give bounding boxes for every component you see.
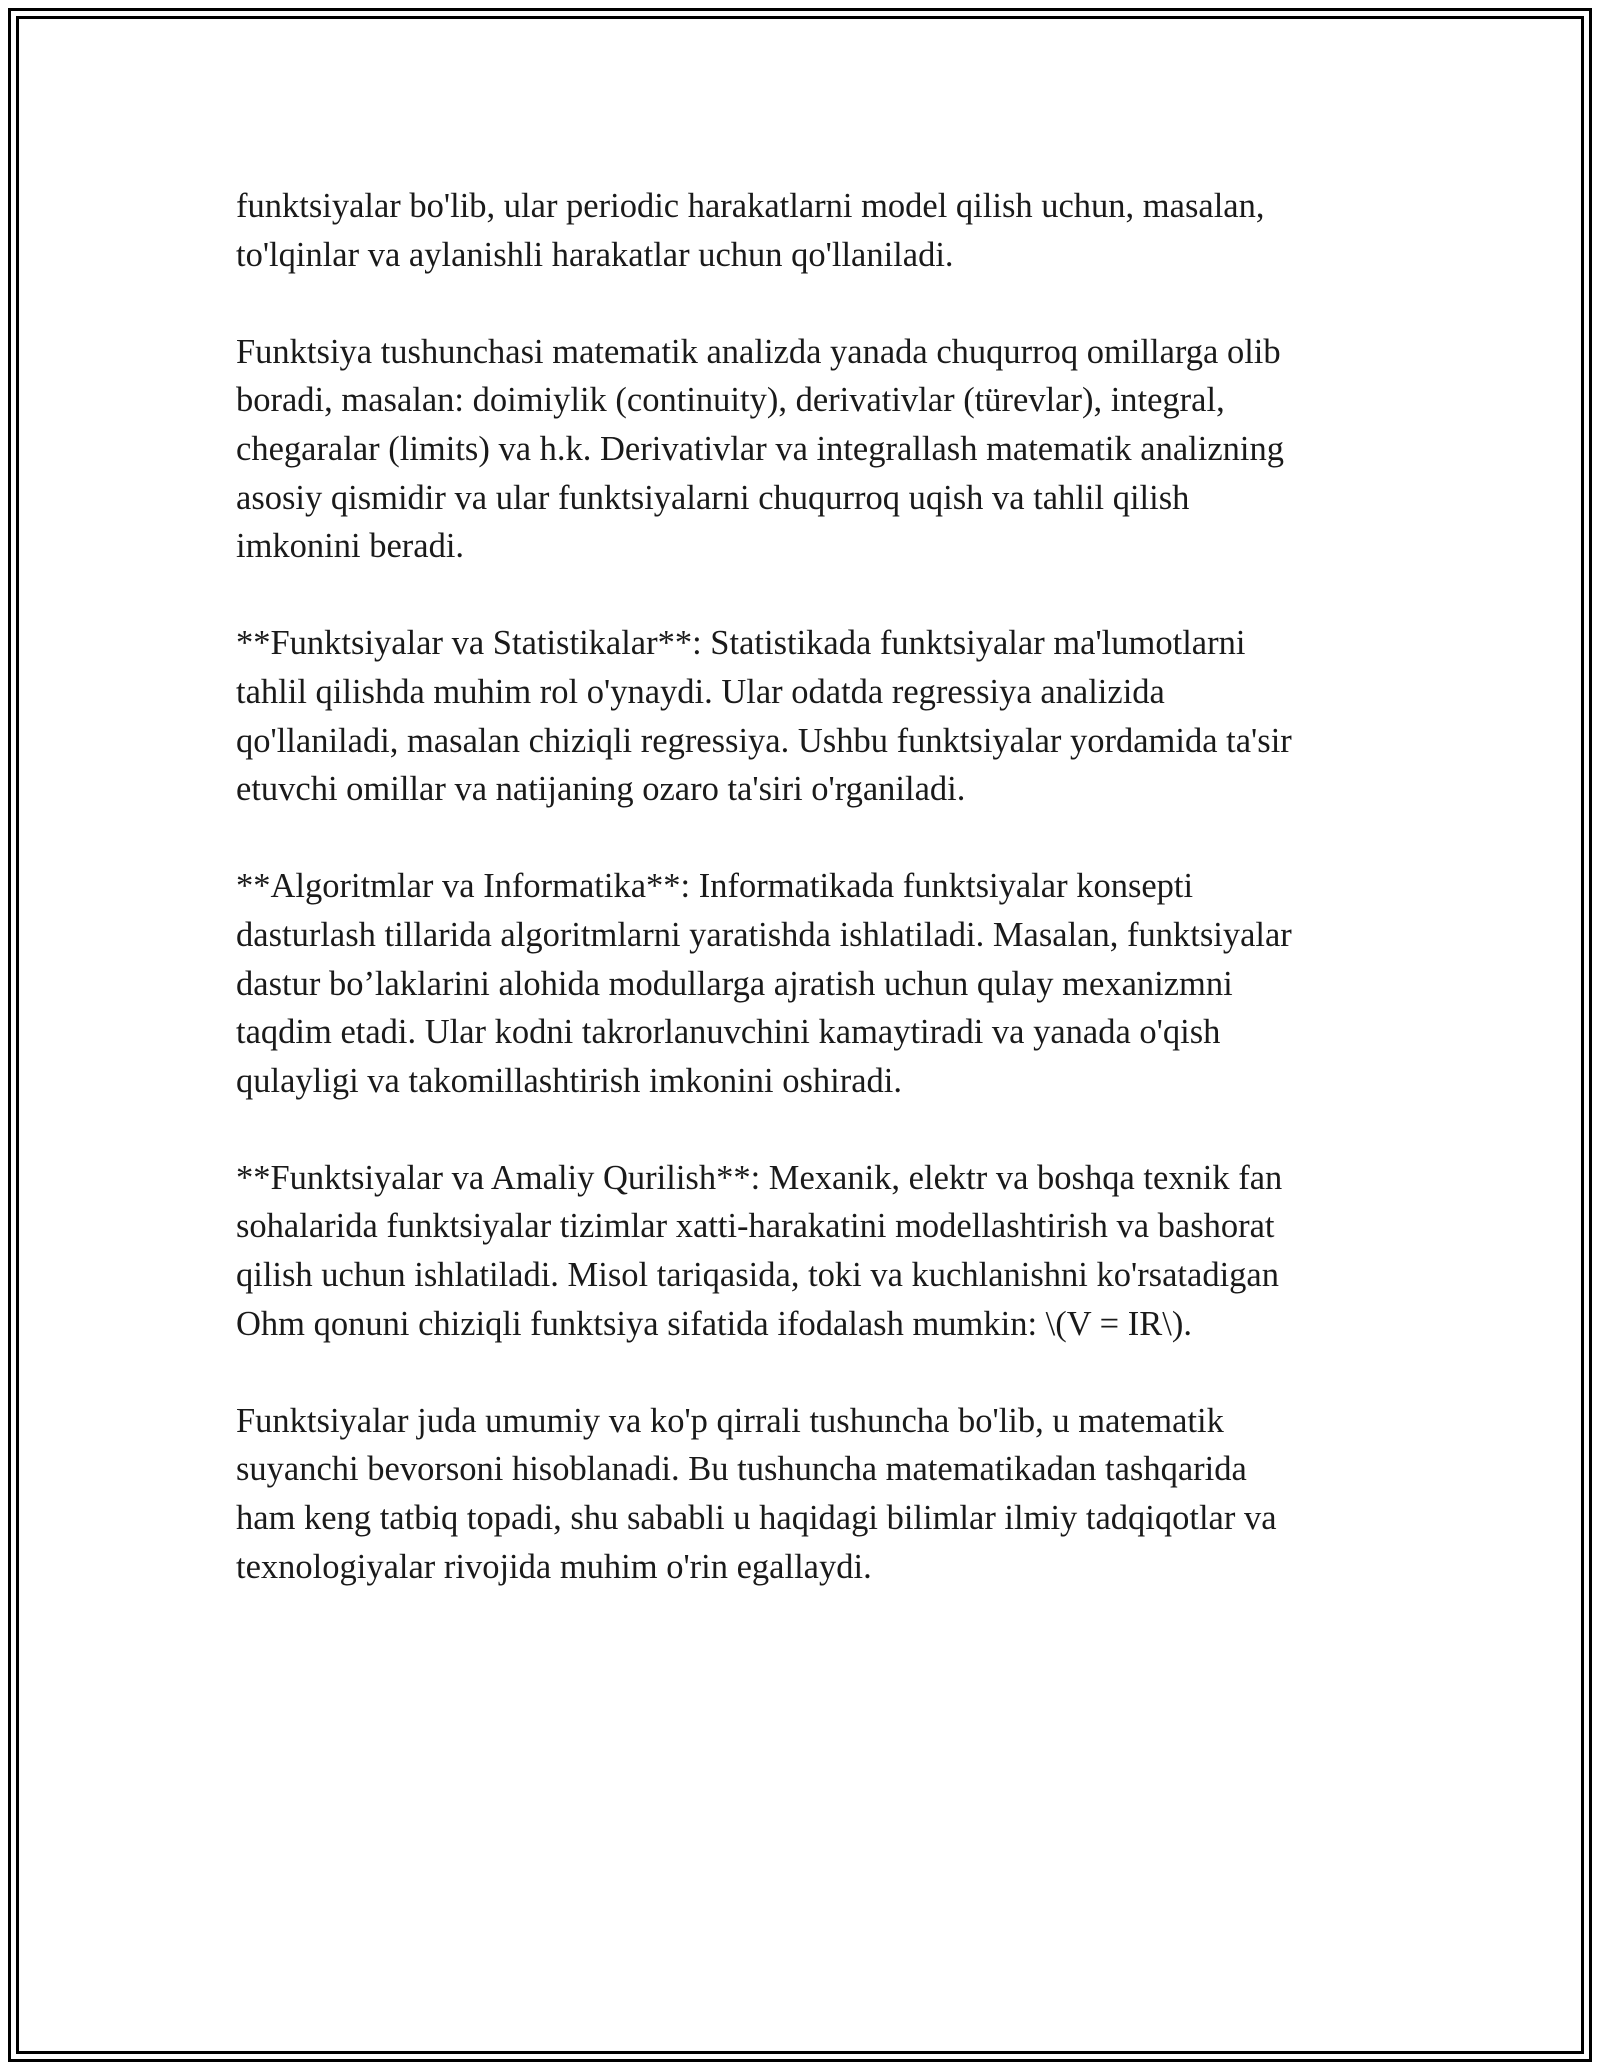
paragraph-periodic-functions: funktsiyalar bo'lib, ular periodic harakatlarni model qilish uchun, masalan, to'lqinlar va aylanishli harakatlar uchun qo'llaniladi. [236, 187, 1265, 274]
paragraph-functions-and-statistics: **Funktsiyalar va Statistikalar**: Statistikada funktsiyalar ma'lumotlarni tahlil qilishda muhim rol o'ynaydi. Ular odatda regressiya analizida qo'llaniladi, masalan chiziqli regressiya. Ushbu funktsiyalar yordamida ta'sir etuvchi omillar va natijaning ozaro ta'siri o'rganiladi. [236, 624, 1292, 809]
paragraph-conclusion: Funktsiyalar juda umumiy va ko'p qirrali tushuncha bo'lib, u matematik suyanchi bevorsoni hisoblanadi. Bu tushuncha matematikadan tashqarida ham keng tatbiq topadi, shu sababli u haqidagi bilimlar ilmiy tadqiqotlar va texnologiyalar rivojida muhim o'rin egallaydi. [236, 1401, 1277, 1586]
paragraph-analysis-concepts: Funktsiya tushunchasi matematik analizda yanada chuqurroq omillarga olib boradi, masalan: doimiylik (continuity), derivativlar (türevlar), integral, chegaralar (limits) va h.k. Derivativlar va integrallash matematik analizning asosiy qismidir va ular funktsiyalarni chuqurroq uqish va tahlil qilish imkonini beradi. [236, 332, 1285, 566]
paragraph-functions-and-applied-engineering: **Funktsiyalar va Amaliy Qurilish**: Mexanik, elektr va boshqa texnik fan sohalarida funktsiyalar tizimlar xatti-harakatini modellashtirish va bashorat qilish uchun ishlatiladi. Misol tariqasida, toki va kuchlanishni ko'rsatadigan Ohm qonuni chiziqli funktsiya sifatida ifodalash mumkin: \(V = IR\). [236, 1158, 1283, 1343]
document-body [236, 182, 1376, 1640]
paragraph-algorithms-and-informatics: **Algoritmlar va Informatika**: Informatikada funktsiyalar konsepti dasturlash tillarida algoritmlarni yaratishda ishlatiladi. Masalan, funktsiyalar dastur bo’laklarini alohida modullarga ajratish uchun qulay mexanizmni taqdim etadi. Ular kodni takrorlanuvchini kamaytiradi va yanada o'qish qulayligi va takomillashtirish imkonini oshiradi. [236, 867, 1292, 1100]
